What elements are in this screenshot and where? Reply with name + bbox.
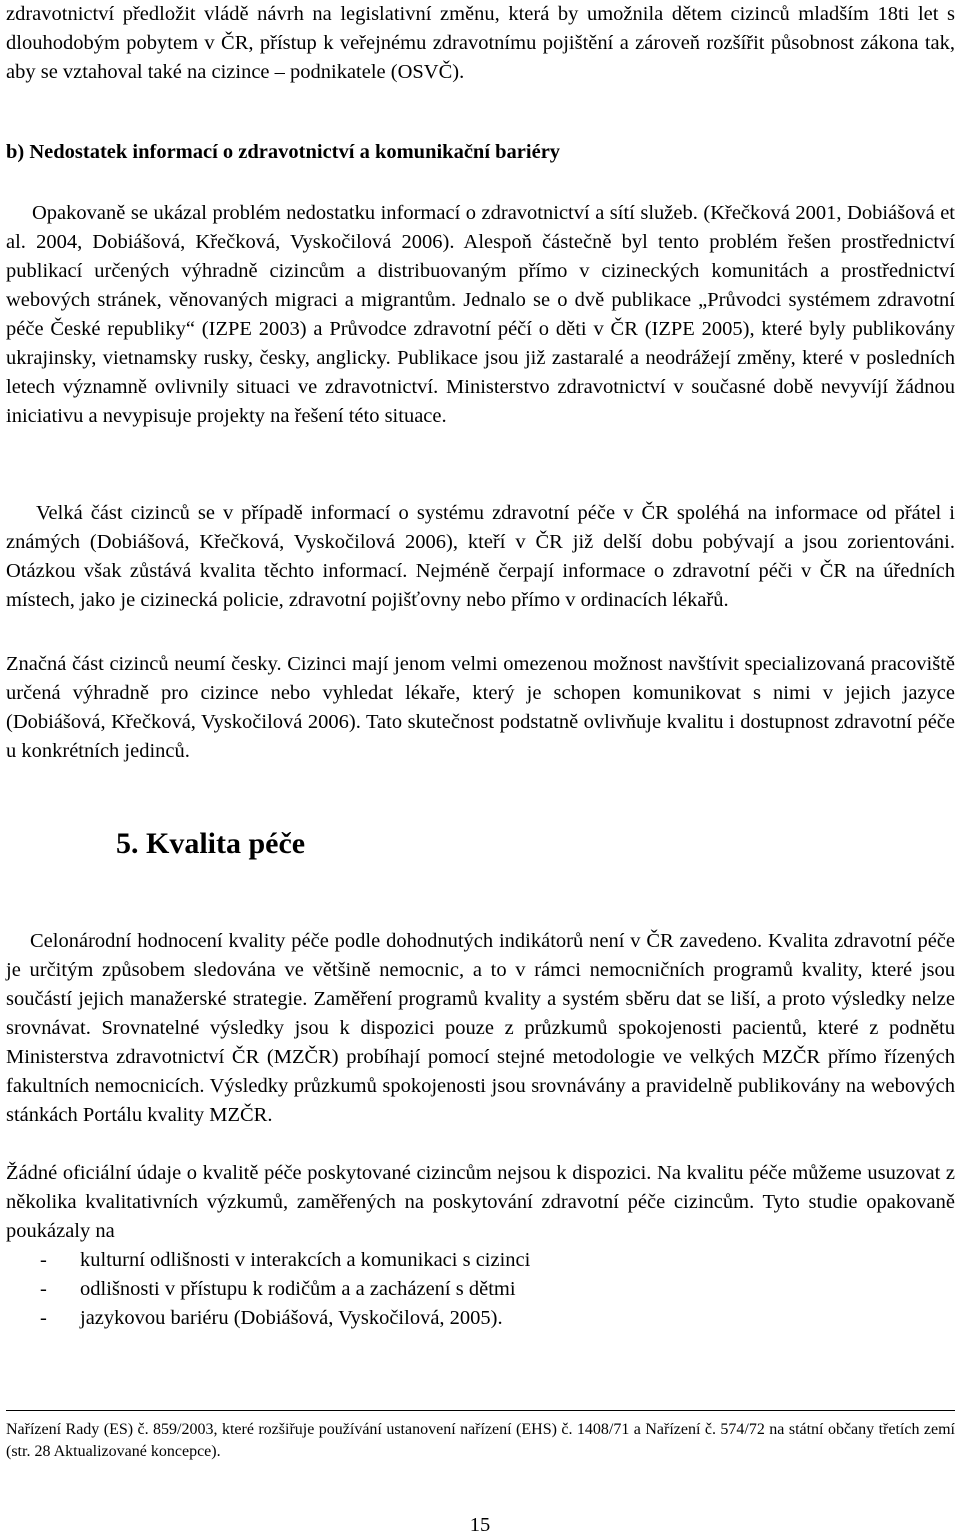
- paragraph-no-official-data: Žádné oficiální údaje o kvalitě péče poskytované cizincům nejsou k dispozici. Na kvalitu péče můžeme usuzovat z několika kvalitativních výzkumů, zaměřených na poskytování zdravotní péče cizincům. Tyto studie opakovaně poukázaly na: [6, 1162, 955, 1242]
- list-item-text: odlišnosti v přístupu k rodičům a a zacházení s dětmi: [80, 1278, 516, 1300]
- paragraph-language-barrier: Značná část cizinců neumí česky. Cizinci mají jenom velmi omezenou možnost navštívit specializovaná pracoviště určená výhradně pro cizince nebo vyhledat lékaře, který je schopen komunikovat s nimi v jejich jazyce (Dobiášová, Křečková, Vyskočilová 2006). Tato skutečnost podstatně ovlivňuje kvalitu i dostupnost zdravotní péče u konkrétních jedinců.: [6, 653, 955, 762]
- list-dash: -: [40, 1278, 47, 1300]
- footnote-divider: [6, 1410, 955, 1411]
- findings-list: [6, 1246, 530, 1333]
- section-heading-b: b) Nedostatek informací o zdravotnictví a komunikační bariéry: [6, 141, 561, 163]
- list-item: [6, 1275, 530, 1304]
- list-item-text: jazykovou bariéru (Dobiášová, Vyskočilová, 2005).: [80, 1307, 503, 1329]
- list-item: [6, 1304, 530, 1333]
- list-item-text: kulturní odlišnosti v interakcích a komunikaci s cizinci: [80, 1249, 531, 1271]
- page-number: 15: [469, 1514, 491, 1536]
- paragraph-legislation: zdravotnictví předložit vládě návrh na legislativní změnu, která by umožnila dětem cizinců mladším 18ti let s dlouhodobým pobytem v ČR, přístup k veřejnému zdravotnímu pojištění a zároveň rozšířit působnost zákona tak, aby se vztahoval také na cizince – podnikatele (OSVČ).: [6, 3, 955, 83]
- paragraph-information-sources: Velká část cizinců se v případě informací o systému zdravotní péče v ČR spoléhá na informace od přátel i známých (Dobiášová, Křečková, Vyskočilová 2006), kteří v ČR již delší dobu pobývají a jsou zorientováni. Otázkou však zůstává kvalita těchto informací. Nejméně čerpají informace o zdravotní péči v ČR na úředních místech, jako je cizinecká policie, zdravotní pojišťovny nebo přímo v ordinacích lékařů.: [6, 502, 955, 611]
- chapter-heading-quality-of-care: 5. Kvalita péče: [116, 827, 306, 860]
- list-item: [6, 1246, 530, 1275]
- list-dash: -: [40, 1249, 47, 1271]
- footnote: Nařízení Rady (ES) č. 859/2003, které rozšiřuje používání ustanovení nařízení (EHS) č. 1408/71 a Nařízení č. 574/72 na státní občany třetích zemí (str. 28 Aktualizované koncepce).: [6, 1421, 955, 1460]
- paragraph-information-lack: Opakovaně se ukázal problém nedostatku informací o zdravotnictví a sítí služeb. (Křečková 2001, Dobiášová et al. 2004, Dobiášová, Křečková, Vyskočilová 2006). Alespoň částečně byl tento problém řešen prostřednictví publikací určených výhradně cizincům a distribuovaným přímo v cizineckých komunitách a prostřednictví webových stránek, věnovaných migraci a migrantům. Jednalo se o dvě publikace „Průvodci systémem zdravotní péče České republiky“ (IZPE 2003) a Průvodce zdravotní péčí o děti v ČR (IZPE 2005), které byly publikovány ukrajinsky, vietnamsky rusky, česky, anglicky. Publikace jsou již zastaralé a neodrážejí změny, které v posledních letech významně ovlivnily situaci ve zdravotnictví. Ministerstvo zdravotnictví v současné době nevyvíjí žádnou iniciativu a nevypisuje projekty na řešení této situace.: [6, 202, 955, 427]
- paragraph-quality-evaluation: Celonárodní hodnocení kvality péče podle dohodnutých indikátorů není v ČR zavedeno. Kvalita zdravotní péče je určitým způsobem sledována ve většině nemocnic, a to v rámci nemocničních programů kvality, které jsou součástí jejich manažerské strategie. Zaměření programů kvality a systém sběru dat se liší, a proto výsledky nelze srovnávat. Srovnatelné výsledky jsou k dispozici pouze z průzkumů spokojenosti pacientů, které z podnětu Ministerstva zdravotnictví ČR (MZČR) probíhají pomocí stejné metodologie ve velkých MZČR přímo řízených fakultních nemocnicích. Výsledky průzkumů spokojenosti jsou srovnávány a pravidelně publikovány na webových stánkách Portálu kvality MZČR.: [6, 930, 955, 1126]
- list-dash: -: [40, 1307, 47, 1329]
